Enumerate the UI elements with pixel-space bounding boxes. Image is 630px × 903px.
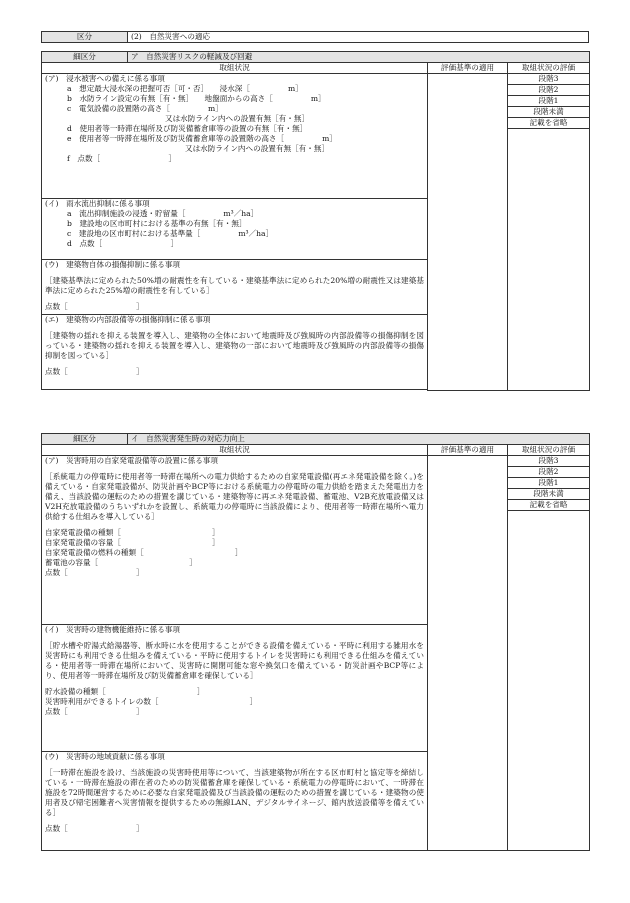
flood-line-f: f 点数［ ］	[67, 154, 177, 163]
building-function-title: (イ) 災害時の建物機能維持に係る事項	[45, 625, 181, 634]
stage-2[interactable]: 段階2	[508, 85, 589, 96]
battery-capacity: 蓄電池の容量［ ］	[45, 558, 197, 567]
section-a-table	[41, 51, 590, 391]
community-section	[42, 752, 428, 851]
eval-cell-b	[508, 456, 590, 851]
flood-line-e: e 使用者等一時滞在場所及び防災備蓄倉庫等の設置階の高さ［ m］	[67, 134, 337, 143]
generator-section	[42, 456, 428, 625]
column-header-situation-b: 取組状況	[42, 445, 428, 456]
rainwater-line-a: a 流出抑制施設の浸透・貯留量［ m³／ha］	[67, 209, 259, 218]
generator-fuel: 自家発電設備の燃料の種類［ ］	[45, 548, 243, 557]
generator-score: 点数［ ］	[45, 568, 144, 577]
column-header-eval-b: 取組状況の評価	[508, 445, 590, 456]
rainwater-section	[42, 199, 428, 260]
generator-title: (ア) 災害時用の自家発電設備等の設置に係る事項	[45, 456, 218, 465]
column-header-eval: 取組状況の評価	[508, 63, 590, 74]
building-function-text: ［貯水槽や貯湯式給湯器等、断水時に水を使用することができる設備を備えている・平時に利用する雑用水を災害時にも利用できる仕組みを備えている・平時に使用するトイレを災害時にも利用できる仕組みを備えている・使用者等一時滞在場所において、災害時に開閉可能な窓や換気口を備えている・防災計画やBCP等により、使用者等一時滞在場所及び防災備蓄倉庫を確保している］	[45, 641, 424, 680]
generator-type: 自家発電設備の種類［ ］	[45, 528, 220, 537]
subcategory-value-b: イ 自然災害発生時の対応力向上	[128, 434, 590, 445]
flood-line-e2: 又は水防ライン内への設置有無［有・無］	[185, 144, 330, 153]
rainwater-line-b: b 建設地の区市町村における基準の有無［有・無］	[67, 219, 247, 228]
eval-cell-a	[508, 74, 590, 391]
building-damage-title: (ウ) 建築物自体の損傷抑制に係る事項	[45, 260, 181, 269]
stage-3-b[interactable]: 段階3	[508, 456, 589, 467]
subcategory-label-b: 細区分	[42, 434, 128, 445]
rainwater-line-d: d 点数［ ］	[67, 239, 179, 248]
water-storage-type: 貯水設備の種類［ ］	[45, 687, 205, 696]
subcategory-value: ア 自然災害リスクの軽減及び回避	[128, 52, 590, 63]
column-header-apply-b: 評価基準の適用	[428, 445, 508, 456]
stage-1-b[interactable]: 段階1	[508, 478, 589, 489]
flood-title: (ア) 浸水被害への備えに係る事項	[45, 74, 165, 83]
stage-3[interactable]: 段階3	[508, 74, 589, 85]
flood-line-d: d 使用者等一時滞在場所及び防災備蓄倉庫等の設置の有無［有・無］	[67, 124, 308, 133]
apply-cell-b[interactable]	[428, 456, 508, 851]
stage-2-b[interactable]: 段階2	[508, 467, 589, 478]
building-damage-score: 点数［ ］	[45, 302, 144, 311]
stage-omit[interactable]: 記載を省略	[508, 118, 589, 129]
category-label: 区分	[42, 32, 128, 43]
category-value: (2) 自然災害への適応	[128, 32, 589, 43]
stage-omit-b[interactable]: 記載を省略	[508, 500, 589, 511]
equipment-damage-title: (エ) 建築物の内部設備等の損傷抑制に係る事項	[45, 315, 211, 324]
disaster-toilet-count: 災害時利用ができるトイレの数［ ］	[45, 697, 258, 706]
column-header-apply: 評価基準の適用	[428, 63, 508, 74]
section-b-table	[41, 433, 590, 851]
flood-line-a: a 想定最大浸水深の把握可否［可・否］ 浸水深［ m］	[67, 84, 303, 93]
apply-cell-a[interactable]	[428, 74, 508, 391]
flood-line-c2: 又は水防ライン内への設置有無［有・無］	[165, 114, 310, 123]
community-title: (ウ) 災害時の地域貢献に係る事項	[45, 752, 165, 761]
generator-text: ［系統電力の停電時に使用者等一時滞在場所への電力供給するための自家発電設備(再エネ発電設備を除く。)を備えている・自家発電設備が、防災計画やBCP等における系統電力の停電時の電力供給を踏まえた発電出力を備え、当該設備の運転のための措置を講じている・建築物等に再エネ発電設備、蓄電池、V2B充放電設備又はV2H充放電設備のうちいずれかを設置し、系統電力の停電時に当該設備により、使用者等一時滞在場所へ電力供給する仕組みを導入している］	[45, 472, 424, 521]
community-text: ［一時滞在施設を設け、当該施設の災害時使用等について、当該建築物が所在する区市町村と協定等を締結している・一時滞在施設の滞在者のための防災備蓄倉庫を確保している・系統電力の停電時において、一時滞在施設を72時間運営するために必要な自家発電設備及び当該設備の運転のための措置を講じている・建築物の使用者及び帰宅困難者へ災害情報を提供するための無線LAN、デジタルサイネージ、館内放送設備等を備えている］	[45, 768, 424, 817]
equipment-damage-score: 点数［ ］	[45, 367, 144, 376]
header-table	[41, 31, 589, 43]
stage-1[interactable]: 段階1	[508, 96, 589, 107]
flood-section	[42, 74, 428, 199]
generator-capacity: 自家発電設備の容量［ ］	[45, 538, 220, 547]
building-damage-section	[42, 260, 428, 315]
equipment-damage-section	[42, 315, 428, 390]
rainwater-title: (イ) 雨水流出抑制に係る事項	[45, 199, 150, 208]
building-function-score: 点数［ ］	[45, 707, 144, 716]
stage-below[interactable]: 段階未満	[508, 107, 589, 118]
subcategory-label: 細区分	[42, 52, 128, 63]
equipment-damage-text: ［建築物の揺れを抑える装置を導入し、建築物の全体において地震時及び強風時の内部設備等の損傷抑制を図っている・建築物の揺れを抑える装置を導入し、建築物の一部において地震時及び強風時の内部設備等の損傷抑制を図っている］	[45, 331, 424, 360]
column-header-situation: 取組状況	[42, 63, 428, 74]
rainwater-line-c: c 建設地の区市町村における基準量［ m³／ha］	[67, 229, 274, 238]
community-score: 点数［ ］	[45, 824, 144, 833]
building-function-section	[42, 625, 428, 752]
flood-line-c: c 電気設備の設置階の高さ［ m］	[67, 104, 223, 113]
flood-line-b: b 水防ライン設定の有無［有・無］ 地盤面からの高さ［ m］	[67, 94, 326, 103]
stage-below-b[interactable]: 段階未満	[508, 489, 589, 500]
building-damage-text: ［建築基準法に定められた50%増の耐震性を有している・建築基準法に定められた20%増の耐震性又は建築基準法に定められた25%増の耐震性を有している］	[45, 276, 424, 295]
